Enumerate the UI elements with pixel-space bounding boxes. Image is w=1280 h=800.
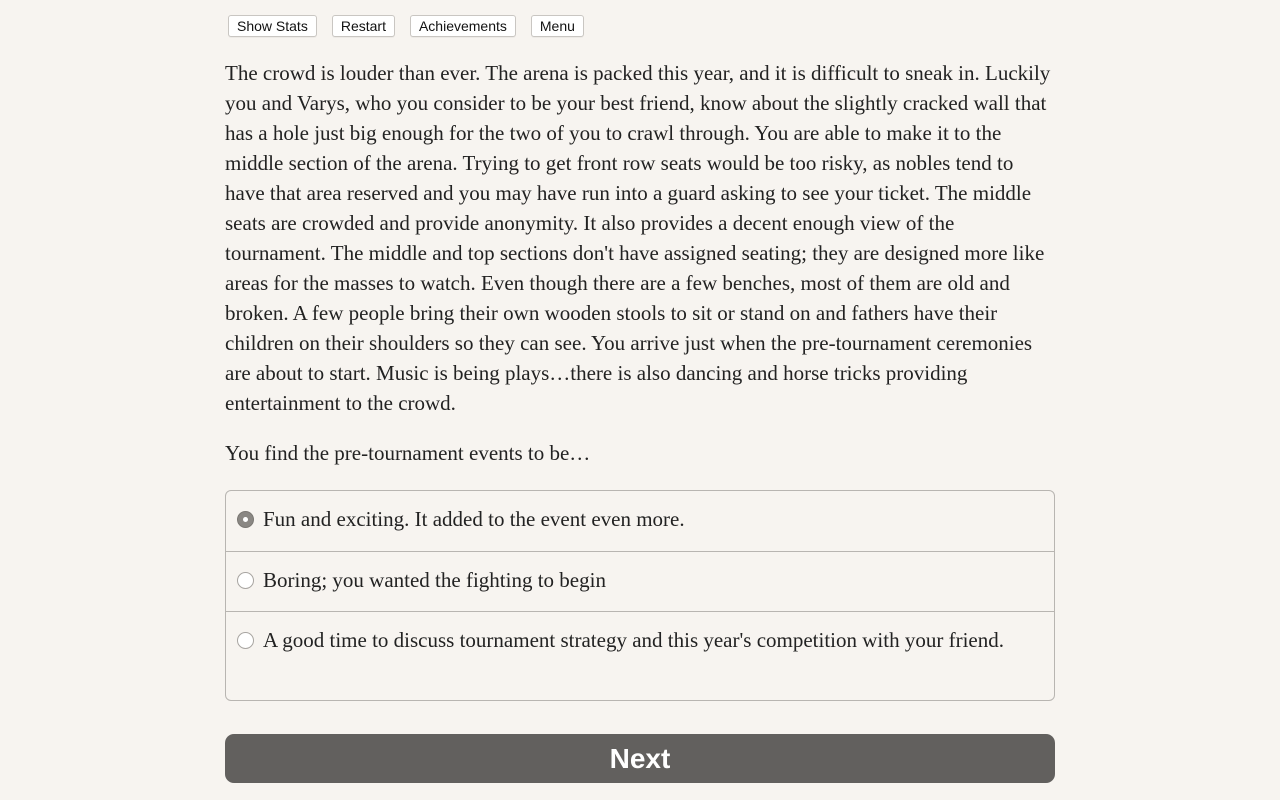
choice-option-2[interactable]: [226, 551, 1054, 611]
restart-button[interactable]: Restart: [332, 15, 395, 37]
choice-prompt: You find the pre-tournament events to be…: [225, 441, 591, 465]
next-button[interactable]: Next: [225, 734, 1055, 783]
menu-button[interactable]: Menu: [531, 15, 584, 37]
radio-unselected-icon[interactable]: [237, 572, 254, 589]
choice-option-3[interactable]: [226, 611, 1054, 700]
show-stats-button[interactable]: Show Stats: [228, 15, 317, 37]
choice-label: Fun and exciting. It added to the event even more.: [263, 507, 685, 531]
story-passage: The crowd is louder than ever. The arena is packed this year, and it is difficult to sneak in. Luckily you and Varys, who you consider to be your best friend, know about the slightly cracked wall that has a hole just big enough for the two of you to crawl through. You are able to make it to the middle section of the arena. Trying to get front row seats would be too risky, as nobles tend to have that area reserved and you may have run into a guard asking to see your ticket. The middle seats are crowded and provide anonymity. It also provides a decent enough view of the tournament. The middle and top sections don't have assigned seating; they are designed more like areas for the masses to watch. Even though there are a few benches, most of them are old and broken. A few people bring their own wooden stools to sit or stand on and fathers have their children on their shoulders so they can see. You arrive just when the pre-tournament ceremonies are about to start. Music is being plays…there is also dancing and horse tricks providing entertainment to the crowd.: [225, 61, 1051, 415]
radio-unselected-icon[interactable]: [237, 632, 254, 649]
radio-selected-icon[interactable]: [237, 511, 254, 528]
achievements-button[interactable]: Achievements: [410, 15, 516, 37]
choice-option-1[interactable]: [226, 491, 1054, 551]
choice-label: A good time to discuss tournament strategy and this year's competition with your friend.: [263, 628, 1004, 652]
choice-label: Boring; you wanted the fighting to begin: [263, 568, 606, 592]
choice-list: [225, 490, 1055, 701]
toolbar: [228, 15, 584, 37]
